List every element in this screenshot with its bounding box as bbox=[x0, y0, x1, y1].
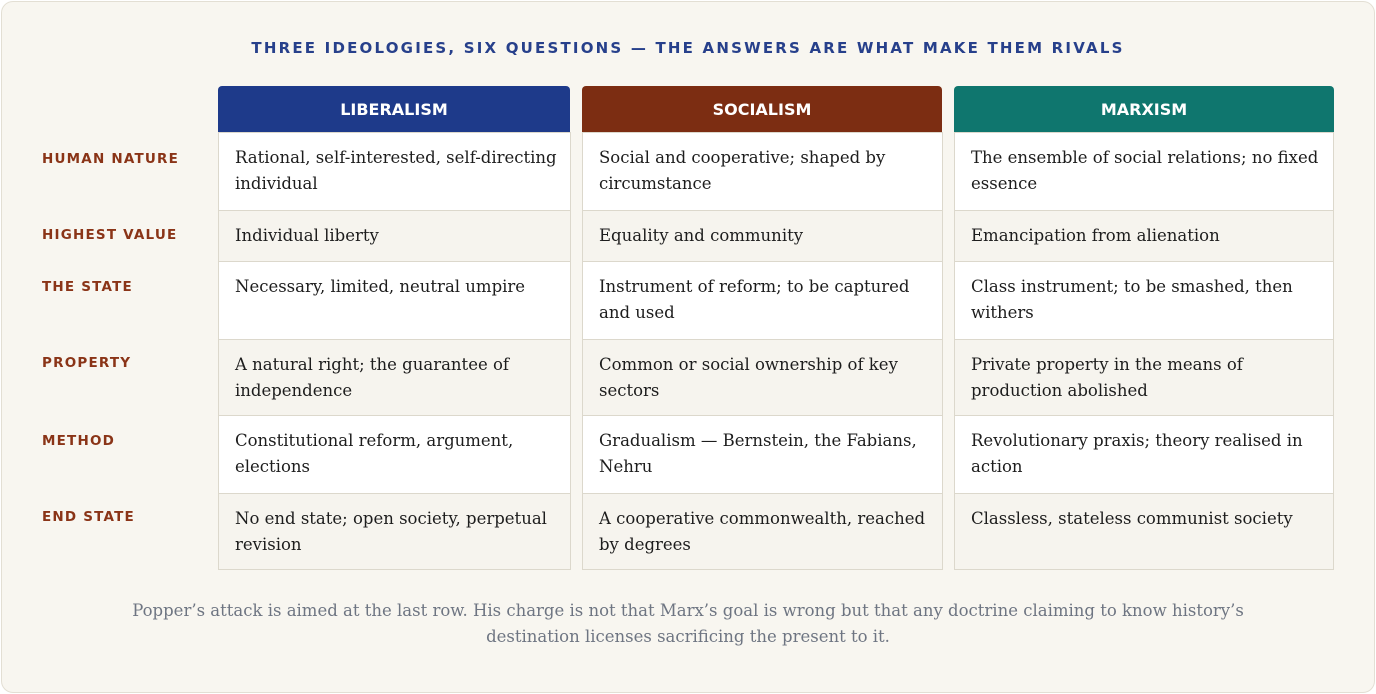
table-cell: Emancipation from alienation bbox=[954, 210, 1334, 262]
table-cell: Individual liberty bbox=[218, 210, 571, 262]
column-header-liberalism: LIBERALISM bbox=[218, 86, 570, 132]
table-cell: Equality and community bbox=[582, 210, 943, 262]
table-cell: Gradualism — Bernstein, the Fabians, Nehru bbox=[582, 415, 943, 494]
table-cell: Necessary, limited, neutral umpire bbox=[218, 261, 571, 340]
table-cell: The ensemble of social relations; no fixed essence bbox=[954, 132, 1334, 211]
footnote: Popper’s attack is aimed at the last row. His charge is not that Marx’s goal is wrong but that any doctrine claiming to know history’s destination licenses sacrificing the present to it. bbox=[132, 601, 1244, 646]
table-cell: Class instrument; to be smashed, then withers bbox=[954, 261, 1334, 340]
table-cell: No end state; open society, perpetual revision bbox=[218, 493, 571, 570]
row-label-highest-value: HIGHEST VALUE bbox=[42, 227, 178, 243]
row-label-property: PROPERTY bbox=[42, 355, 132, 371]
row-label-end-state: END STATE bbox=[42, 509, 135, 525]
table-cell: Private property in the means of production abolished bbox=[954, 339, 1334, 416]
table-cell: Common or social ownership of key sectors bbox=[582, 339, 943, 416]
row-label-method: METHOD bbox=[42, 433, 116, 449]
table-cell: Social and cooperative; shaped by circumstance bbox=[582, 132, 943, 211]
table-cell: Rational, self-interested, self-directing individual bbox=[218, 132, 571, 211]
table-cell: A natural right; the guarantee of independence bbox=[218, 339, 571, 416]
table-cell: Revolutionary praxis; theory realised in action bbox=[954, 415, 1334, 494]
row-label-the-state: THE STATE bbox=[42, 279, 133, 295]
row-label-human-nature: HUMAN NATURE bbox=[42, 151, 180, 167]
table-cell: A cooperative commonwealth, reached by degrees bbox=[582, 493, 943, 570]
table-cell: Constitutional reform, argument, elections bbox=[218, 415, 571, 494]
table-cell: Classless, stateless communist society bbox=[954, 493, 1334, 570]
column-header-marxism: MARXISM bbox=[954, 86, 1334, 132]
page-title: THREE IDEOLOGIES, SIX QUESTIONS — THE ANSWERS ARE WHAT MAKE THEM RIVALS bbox=[251, 39, 1125, 57]
table-cell: Instrument of reform; to be captured and used bbox=[582, 261, 943, 340]
column-header-socialism: SOCIALISM bbox=[582, 86, 942, 132]
